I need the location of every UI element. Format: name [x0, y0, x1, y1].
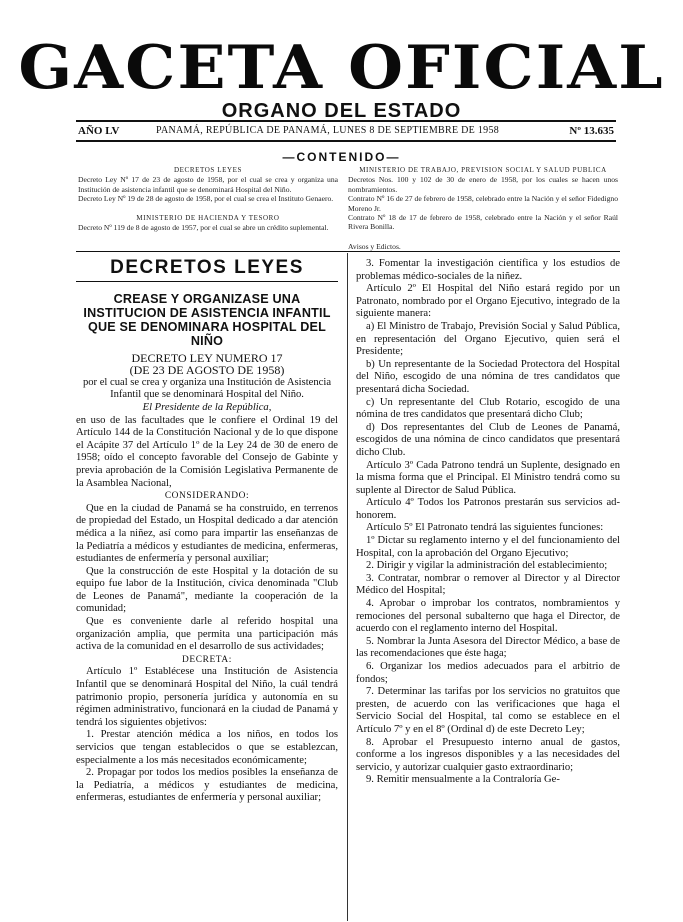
- paragraph: Que la construcción de este Hospital y la dotación de su equipo fue labor de la Institución, cívica denominada "Club de Leones de Panamá", mediante la cooperación de la comunidad;: [76, 565, 338, 615]
- paragraph: 2. Dirigir y vigilar la administración del establecimiento;: [366, 560, 608, 572]
- dateline: PANAMÁ, REPÚBLICA DE PANAMÁ, LUNES 8 DE SEPTIEMBRE DE 1958: [156, 125, 500, 136]
- contents-entry: Decreto Ley Nº 19 de 28 de agosto de 1958, por el cual se crea el Instituto Genaero.: [78, 194, 334, 204]
- preamble-heading: El Presidente de la República,: [142, 401, 272, 413]
- decree-number: DECRETO LEY NUMERO 17: [131, 350, 283, 365]
- contents-entry: Avisos y Edictos.: [348, 241, 401, 251]
- left-column: [76, 258, 338, 805]
- contents-entry: Contrato Nº 18 de 17 de febrero de 1958, celebrado entre la Nación y el señor Raúl Rivera Bonilla.: [348, 213, 618, 232]
- paragraph: c) Un representante del Club Rotario, escogido de una nómina de tres candidatos que presentará dicho Club;: [356, 396, 620, 421]
- paragraph: 8. Aprobar el Presupuesto interno anual de gastos, conforme a los ingresos disponibles y a las necesidades del servicio, y autorizar cualquier gasto extraordinario;: [356, 736, 620, 773]
- contents-entry: Contrato Nº 16 de 27 de febrero de 1958, celebrado entre la Nación y el señor Fidedigno Moreno Jr.: [348, 194, 618, 213]
- contents-left: [78, 166, 338, 232]
- article-headline: CREASE Y ORGANIZASE UNA INSTITUCION DE ASISTENCIA INFANTIL QUE SE DENOMINARA HOSPITAL DEL NIÑO: [83, 291, 331, 348]
- paragraph: 1º Dictar su reglamento interno y el del funcionamiento del Hospital, con la aprobación del Organo Ejecutivo;: [356, 535, 620, 559]
- issue-info-bar: [76, 120, 616, 142]
- decree-summary: por el cual se crea y organiza una Institución de Asistencia Infantil que se denominará Hospital del Niño.: [82, 376, 332, 401]
- paragraph: 5. Nombrar la Junta Asesora del Director Médico, a base de las recomendaciones que éste haga;: [356, 635, 620, 660]
- issue-year: AÑO LV: [78, 125, 120, 137]
- paragraph: Artículo 1º Establécese una Institución de Asistencia Infantil que se denominará Hospital del Niño, la cuál tendrá patrimonio propio, personería jurídica y autonomía en su régimen administrativo, funcionará en la ciudad de Panamá y tendrá los siguientes objetivos:: [76, 666, 338, 728]
- paragraph: 7. Determinar las tarifas por los servicios no gratuitos que presten, de acuerdo con las verificaciones que haga el Servicio Social del Hospital, tal como se establece en el Artículo 7º y en el 8º (Ordinal d) de este Decreto Ley;: [356, 686, 620, 735]
- clause-heading: DECRETA:: [182, 654, 232, 665]
- right-column: [356, 258, 620, 787]
- paragraph: 4. Aprobar o improbar los contratos, nombramientos y remociones del personal subalterno que haga el Director, de acuerdo con el reglamento interno del Hospital.: [356, 598, 620, 635]
- contents-entry: Decreto Ley Nº 17 de 23 de agosto de 1958, por el cual se crea y organiza una Institución de asistencia infantil que se denominará Hospital del Niño.: [78, 175, 338, 194]
- issue-number: Nº 13.635: [569, 125, 614, 137]
- spacer: [348, 232, 618, 242]
- spacer: [78, 204, 338, 214]
- section-title: DECRETOS LEYES: [76, 262, 338, 282]
- section-divider: [76, 251, 620, 252]
- column-divider: [347, 253, 348, 921]
- paragraph: b) Un representante de la Sociedad Protectora del Hospital del Niño, escogido de una nómina de tres candidatos que presentará dicha Sociedad.: [356, 358, 620, 395]
- paragraph: 6. Organizar los medios adecuados para el arbitrio de fondos;: [356, 661, 620, 685]
- preamble-text: en uso de las facultades que le confiere el Ordinal 19 del Artículo 144 de la Constitución Nacional y de lo que dispone el Acápite 37 del Artículo 1º de la Ley 24 de 30 de enero de 1958; oído el concepto favorable del Consejo de Gabinte y previa aprobación de la Comisión Legislativa Permanente de la Asamblea Nacional,: [76, 414, 338, 489]
- contents-heading: —CONTENIDO—: [282, 150, 401, 164]
- decree-number: (DE 23 DE AGOSTO DE 1958): [129, 363, 285, 378]
- paragraph: Artículo 5º El Patronato tendrá las siguientes funciones:: [366, 522, 604, 534]
- masthead: [0, 33, 683, 122]
- newspaper-subtitle: ORGANO DEL ESTADO: [221, 100, 462, 122]
- paragraph: 1. Prestar atención médica a los niños, en todos los servicios que tengan establecidos o que se establezcan, especialmente a los más necesitados económicamente;: [76, 729, 338, 766]
- contents-section-heading: MINISTERIO DE TRABAJO, PREVISION SOCIAL Y SALUD PUBLICA: [359, 166, 607, 174]
- paragraph: 3. Fomentar la investigación científica y los estudios de problemas médico-sociales de la niñez.: [356, 258, 620, 282]
- contents-entry: Decreto Nº 119 de 8 de agosto de 1957, por el cual se abre un crédito suplemental.: [78, 223, 329, 233]
- clause-heading: CONSIDERANDO:: [164, 491, 250, 502]
- contents-right: [348, 166, 618, 251]
- contents-entry: Decretos Nos. 100 y 102 de 30 de enero de 1958, por los cuales se hacen unos nombramientos.: [348, 175, 618, 194]
- paragraph: Artículo 3º Cada Patrono tendrá un Suplente, designado en la misma forma que el Principal. El Ministro tendrá como su suplente al Director de Salud Pública.: [356, 459, 620, 496]
- paragraph: a) El Ministro de Trabajo, Previsión Social y Salud Pública, en representación del Organo Ejecutivo, quien será el Presidente;: [356, 320, 620, 358]
- paragraph: 3. Contratar, nombrar o remover al Director y al Director Médico del Hospital;: [356, 572, 620, 597]
- paragraph: 9. Remitir mensualmente a la Contraloría Ge-: [366, 774, 560, 786]
- contents-section-heading: MINISTERIO DE HACIENDA Y TESORO: [136, 213, 280, 222]
- contents-section-heading: DECRETOS LEYES: [174, 166, 242, 174]
- paragraph: Que es conveniente darle al referido hospital una organización amplia, que permita una participación más activa de la comunidad en el desarrollo de sus actividades;: [76, 616, 338, 653]
- paragraph: Que en la ciudad de Panamá se ha construido, en terrenos de propiedad del Estado, un Hospital dedicado a dar atención médica a la niñez, así como para impartir las enseñanzas de la Pediatría a médicos y estudiantes de medicina, enfermeras, estudiantes de enfermería y personal auxiliar;: [76, 502, 338, 565]
- paragraph: Artículo 4º Todos los Patronos prestarán sus servicios ad-honorem.: [356, 497, 620, 521]
- newspaper-title: GACETA OFICIAL: [18, 33, 665, 103]
- paragraph: 2. Propagar por todos los medios posibles la enseñanza de la Pediatría, a médicos y estudiantes de medicina, enfermeras, estudiantes de enfermería y personal auxiliar;: [76, 767, 338, 804]
- paragraph: Artículo 2º El Hospital del Niño estará regido por un Patronato, nombrado por el Organo Ejecutivo, integrado de la siguiente manera:: [356, 283, 620, 320]
- paragraph: d) Dos representantes del Club de Leones de Panamá, escogidos de una nómina de cinco candidatos que presentará dicho Club.: [356, 421, 620, 458]
